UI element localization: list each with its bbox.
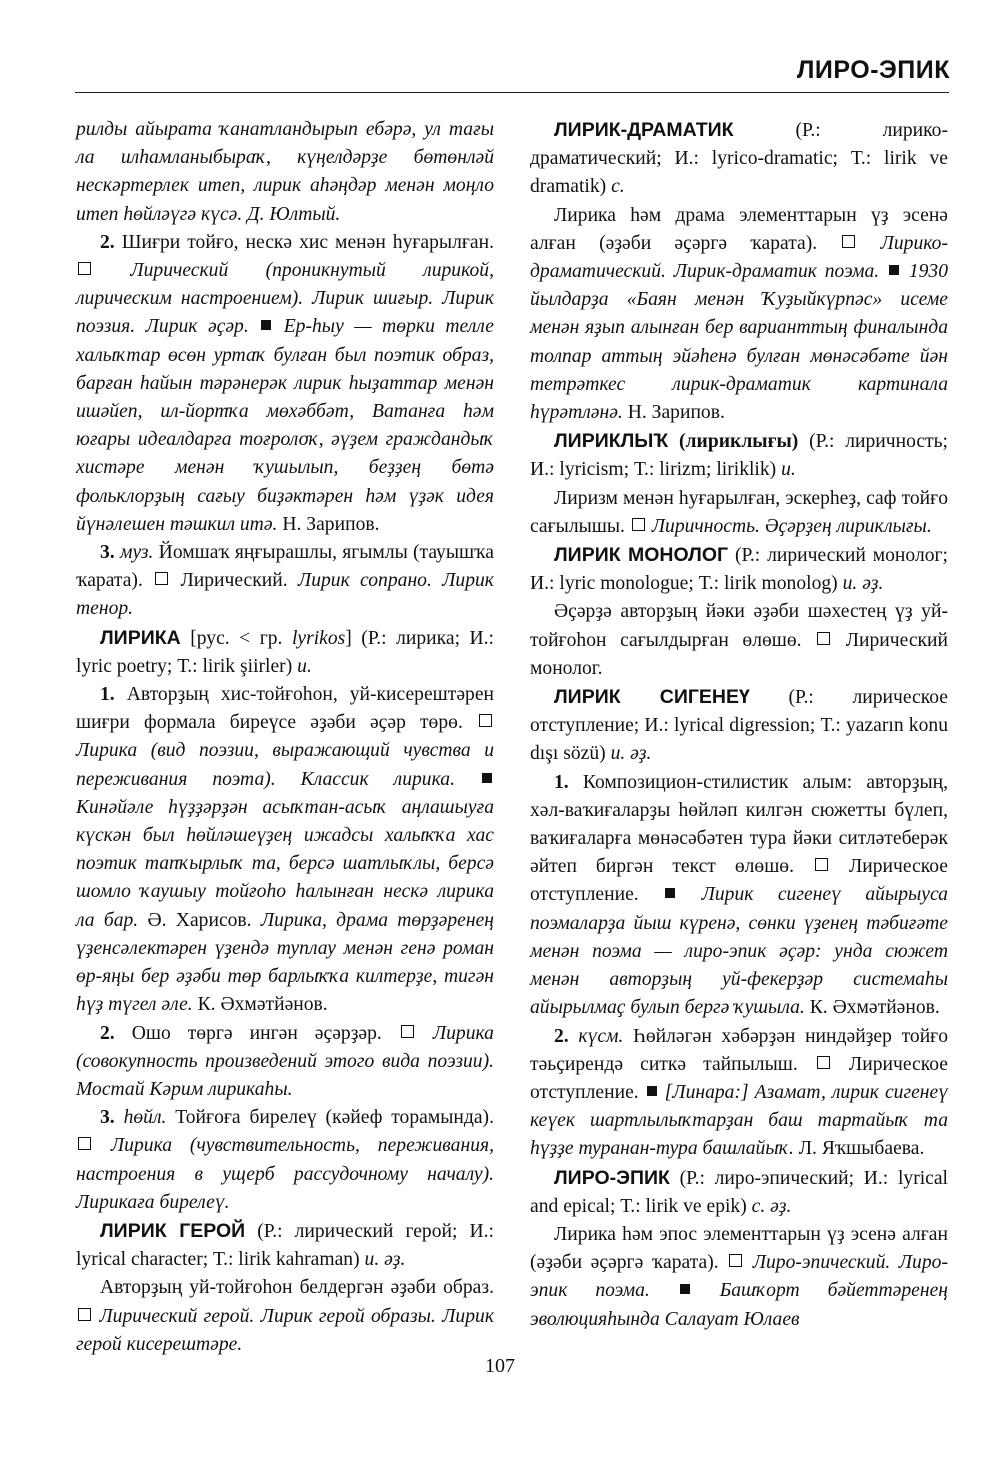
entry-lirik-geroy-def: Авторҙың уй-тойғоһон белдергән әҙәби образ. Лирический герой. Лирик герой образы. Лирик герой кисерештәре.	[76, 1277, 494, 1355]
russian-equivalent-icon	[842, 235, 855, 248]
entry-lirika-sense-2: 2. Ошо төргә ингән әҫәрҙәр. Лирика (совокупность произведений этого вида поэзии). Мостай Кәрим лирикаһы.	[76, 1022, 494, 1100]
example-marker-icon	[680, 1284, 690, 1294]
example-marker-icon	[647, 1086, 657, 1096]
right-column	[530, 116, 948, 1334]
headword: ЛИРИКА	[100, 626, 181, 649]
russian-equivalent-icon	[479, 714, 492, 727]
russian-equivalent-icon	[729, 1254, 742, 1267]
entry-liriklyk: ЛИРИКЛЫҠ (лириклығы) (Р.: лиричность; И.: lyricism; Т.: lirizm; liriklik) и.	[530, 430, 949, 481]
headword: ЛИРИКЛЫҠ	[554, 430, 669, 453]
entry-lirika-sense-1: 1. Авторҙың хис-тойғоһон, уй-кисерештәрен шиғри формала биреүсе әҙәби әҫәр төрө. Лирика (вид поэзии, выражающий чувства и переживания поэта). Классик лирика. Кинәйәле һүҙҙәрҙән асыҡтан-асыҡ аңлашыуға күскән был һөйләшеүҙең ижадсы халыҡҡа хас поэтик тапҡырлыҡ та, берсә шатлыҡлы, берсә шомло ҡаушыу тойғоһо һалынған нескә лирика ла бар. Ә. Харисов. Лирика, драма төрҙәренең үҙенсәлектәрен үҙендә туплау менән генә роман өр-яңы бер әҙәби төр барлыҡҡа килтерҙе, тигән һүҙ түгел әле. К. Әхмәтйәнов.	[76, 684, 494, 1016]
russian-equivalent-icon	[817, 1056, 830, 1069]
sense-2: 2. Шиғри тойғо, нескә хис менән һуғарылған. Лирический (проникнутый лирикой, лирическим настроением). Лирик шиғыр. Лирик поэзия. Лирик әҫәр. Ер-һыу — төрки телле халыҡтар өсөн уртаҡ булған был поэтик образ, барған һайын тәрәнерәк лирик һыҙаттар менән ишәйеп, ил-йортҡа мөхәббәт, Ватанға һәм юғары идеалдарға тоғролоҡ, әүҙем граждандыҡ хистәре менән ҡушылып, беҙҙең бөтә фольклорҙың сағыу биҙәктәрен һәм үҙәк идея йүнәлешен тәшкил итә. Н. Зарипов.	[76, 231, 494, 535]
header-rule	[75, 92, 949, 93]
continued-example: рилды айырата ҡанатландырып ебәрә, ул тағы ла илһамланыбыраҡ, күңелдәрҙе бөтөнләй нескәртерлек итеп, лирик аһәңдәр менән моңло итеп һөйләүгә күсә. Д. Юлтый.	[76, 119, 494, 225]
example-marker-icon	[482, 773, 492, 783]
russian-equivalent-icon	[78, 262, 91, 275]
left-column	[76, 116, 494, 1359]
headword: ЛИРИК МОНОЛОГ	[554, 544, 729, 567]
entry-lirik-dramatik: ЛИРИК-ДРАМАТИК (Р.: лирико-драматический; И.: lyrico-dramatic; Т.: lirik ve dramatik) с.	[530, 119, 948, 198]
running-header: ЛИРО-ЭПИК	[796, 56, 950, 84]
entry-lirik-geroy: ЛИРИК ГЕРОЙ (Р.: лирический герой; И.: lyrical character; Т.: lirik kahraman) и. әҙ.	[76, 1219, 494, 1271]
sense-3: 3. муз. Йомшаҡ яңғырашлы, ягымлы (тауышҡа ҡарата). Лирический. Лирик сопрано. Лирик тенор.	[76, 542, 495, 620]
russian-equivalent-icon	[815, 858, 828, 871]
russian-equivalent-icon	[78, 1137, 91, 1150]
example-marker-icon	[889, 265, 899, 275]
headword: ЛИРИК-ДРАМАТИК	[554, 119, 734, 141]
russian-equivalent-icon	[78, 1308, 91, 1321]
entry-lirik-dramatik-def: Лирика һәм драма элементтарын үҙ эсенә алған (әҙәби әҫәргә ҡарата). Лирико-драматический. Лирик-драматик поэма. 1930 йылдарҙа «Баян менән Ҡуҙыйкүрпәс» исеме менән яҙып алынған бер варианттың финалында толпар аттың эйәһенә булған мөнәсәбәте йән тетрәткес лирик-драматик картинала һүрәтләнә. Н. Зарипов.	[530, 204, 949, 424]
entry-liro-epik-def: Лирика һәм эпос элементтарын үҙ эсенә алған (әҙәби әҫәргә ҡарата). Лиро-эпический. Лиро-эпик поэма. Башҡорт бәйеттәренең эволюцияһында Салауат Юлаев	[530, 1223, 949, 1330]
example-marker-icon	[665, 888, 675, 898]
entry-lirika: ЛИРИКА [рус. < гр. lyrikos] (Р.: лирика; И.: lyric poetry; Т.: lirik şiirler) и.	[76, 626, 494, 677]
entry-liriklyk-def: Лиризм менән һуғарылған, эскерһеҙ, саф тойғо сағылышы. Лиричность. Әҫәрҙең лириклығы.	[530, 487, 948, 537]
entry-lirik-monolog: ЛИРИК МОНОЛОГ (Р.: лирический монолог; И.: lyric monologue; Т.: lirik monolog) и. әҙ.	[530, 544, 948, 595]
entry-lirika-sense-3: 3. һөйл. Тойғоға бирелеү (кәйеф торамында). Лирика (чувствительность, переживания, настроения в ущерб рассудочному началу). Лирикаға бирелеү.	[76, 1107, 495, 1213]
headword: ЛИРИК ГЕРОЙ	[100, 1219, 246, 1242]
headword: ЛИРО-ЭПИК	[554, 1166, 670, 1189]
headword: ЛИРИК СИГЕНЕҮ	[554, 686, 750, 709]
page-number: 107	[485, 1355, 515, 1377]
entry-liro-epik: ЛИРО-ЭПИК (Р.: лиро-эпический; И.: lyrical and epical; Т.: lirik ve epik) с. әҙ.	[530, 1166, 948, 1217]
example-marker-icon	[261, 320, 271, 330]
russian-equivalent-icon	[155, 572, 168, 585]
russian-equivalent-icon	[401, 1025, 414, 1038]
entry-lirik-monolog-def: Әҫәрҙә авторҙың йәки әҙәби шәхестең үҙ уй-тойғоһон сағылдырған өлөшө. Лирический монолог.	[530, 601, 949, 679]
entry-lirik-sigeneu-sense-2: 2. күсм. Һөйләгән хәбәрҙән ниндәйҙер тойғо тәьҫирендә ситкә тайпылыш. Лирическое отступление. [Линара:] Азамат, лирик сигенеү кеүек шартлылыҡтарҙан баш тартайыҡ та һүҙҙе туранан-тура башлайыҡ. Л. Яҡшыбаева.	[530, 1025, 949, 1160]
russian-equivalent-icon	[632, 518, 645, 531]
entry-lirik-sigeneu: ЛИРИК СИГЕНЕҮ (Р.: лирическое отступление; И.: lyrical digression; Т.: yazarın konu dışı sözü) и. әҙ.	[530, 686, 948, 765]
russian-equivalent-icon	[817, 632, 830, 645]
entry-lirik-sigeneu-sense-1: 1. Композицион-стилистик алым: авторҙың, хәл-ваҡиғаларҙы һөйләп килгән сюжетты бүлеп, ваҡиғаларға мөнәсәбәтен тура йәки ситләтеберәк әйтеп биргән текст өлөшө. Лирическое отступление. Лирик сигенеү айырыуса поэмаларҙа йыш күренә, сөнки үҙенең тәбиғәте менән поэма — лиро-эпик әҫәр: унда сюжет менән авторҙың уй-фекерҙәр системаһы айырылмаҫ булып бергә ҡушыла. К. Әхмәтйәнов.	[530, 771, 948, 1019]
